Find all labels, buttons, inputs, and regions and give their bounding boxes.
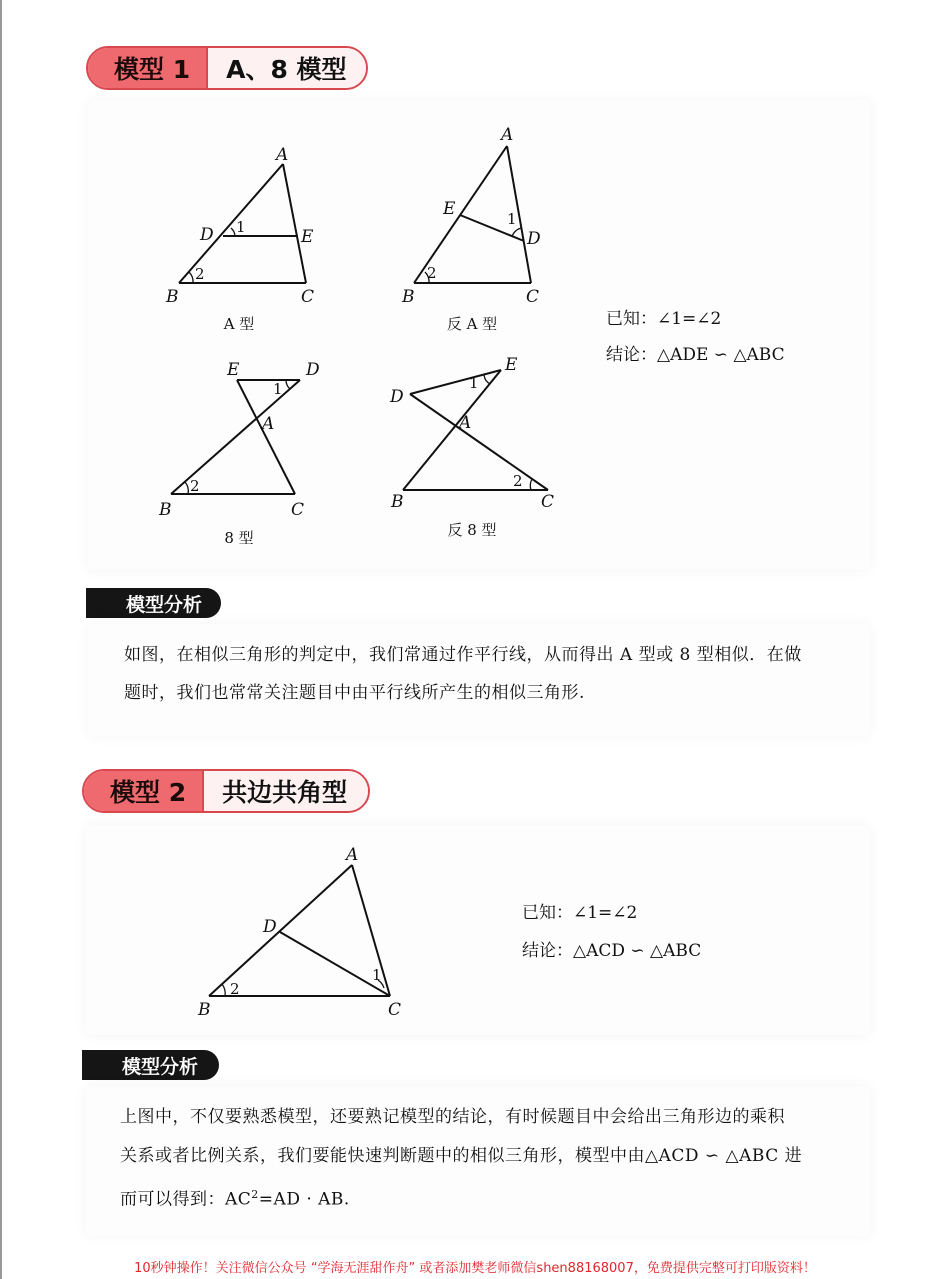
figure-a-type <box>160 140 330 315</box>
model2-header <box>82 769 370 813</box>
label-d: D <box>200 225 214 245</box>
model2-known: 已知：∠1=∠2 <box>522 903 638 923</box>
model1-analysis-tag: 模型分析 <box>86 588 221 618</box>
label-a: A <box>276 145 289 165</box>
model1-number: 模型 1 <box>88 48 208 88</box>
figure-eight-type <box>155 355 325 525</box>
label-d: D <box>263 917 277 937</box>
label-c: C <box>301 287 315 307</box>
label-d: D <box>390 387 404 407</box>
model2-number: 模型 2 <box>84 771 204 811</box>
label-b: B <box>402 287 415 307</box>
caption-reverse-eight: 反 8 型 <box>447 521 497 539</box>
label-d: D <box>306 360 320 380</box>
formula-prefix: 而可以得到：AC <box>120 1189 252 1210</box>
model2-analysis-tag: 模型分析 <box>82 1050 219 1080</box>
angle-2: 2 <box>190 477 200 495</box>
caption-eight-type: 8 型 <box>224 529 254 547</box>
caption-reverse-a: 反 A 型 <box>446 315 498 333</box>
label-a: A <box>262 414 275 434</box>
figure-reverse-a <box>395 120 560 315</box>
angle-1: 1 <box>236 218 246 236</box>
label-c: C <box>291 500 305 520</box>
label-a: A <box>501 125 514 145</box>
label-e: E <box>301 227 314 247</box>
label-d: D <box>527 229 541 249</box>
figure-reverse-eight <box>385 350 570 520</box>
model1-title: A、8 模型 <box>208 48 366 88</box>
label-e: E <box>227 360 240 380</box>
model2-analysis-line2: 关系或者比例关系，我们要能快速判断题中的相似三角形，模型中由△ACD ∽ △ABC 进 <box>120 1146 803 1166</box>
angle-2: 2 <box>230 980 240 998</box>
angle-2: 2 <box>195 265 205 283</box>
model2-analysis-line1: 上图中，不仅要熟悉模型，还要熟记模型的结论，有时候题目中会给出三角形边的乘积 <box>120 1107 785 1127</box>
angle-1: 1 <box>469 374 479 392</box>
label-e: E <box>443 199 456 219</box>
label-a: A <box>459 413 472 433</box>
label-c: C <box>526 287 540 307</box>
label-b: B <box>391 492 404 512</box>
figure-shared-side-angle <box>190 840 420 1025</box>
caption-a-type: A 型 <box>223 315 255 333</box>
left-border-rule <box>0 0 2 1279</box>
formula-superscript: 2 <box>251 1188 259 1201</box>
label-c: C <box>388 1000 402 1020</box>
model1-analysis-line2: 题时，我们也常常关注题目中由平行线所产生的相似三角形. <box>124 683 585 703</box>
label-b: B <box>198 1000 211 1020</box>
label-e: E <box>505 355 518 375</box>
angle-1: 1 <box>507 210 517 228</box>
label-c: C <box>541 492 555 512</box>
model1-conclusion: 结论：△ADE ∽ △ABC <box>606 345 785 365</box>
model1-header <box>86 46 368 90</box>
model2-conclusion: 结论：△ACD ∽ △ABC <box>522 941 702 961</box>
label-b: B <box>159 500 172 520</box>
model2-title: 共边共角型 <box>204 771 368 811</box>
footer-notice: 10秒钟操作！关注微信公众号 “学海无涯甜作舟” 或者添加樊老师微信shen88168007，免费提供完整可打印版资料！ <box>134 1261 816 1276</box>
formula-suffix: =AD · AB. <box>258 1189 350 1210</box>
label-b: B <box>166 287 179 307</box>
angle-2: 2 <box>513 472 523 490</box>
angle-1: 1 <box>273 380 283 398</box>
angle-1: 1 <box>372 966 382 984</box>
model2-analysis-line3 <box>120 1176 860 1219</box>
model1-analysis-line1: 如图，在相似三角形的判定中，我们常通过作平行线，从而得出 A 型或 8 型相似．在做 <box>124 645 802 665</box>
model1-known: 已知：∠1=∠2 <box>606 309 722 329</box>
angle-2: 2 <box>427 264 437 282</box>
label-a: A <box>346 845 359 865</box>
